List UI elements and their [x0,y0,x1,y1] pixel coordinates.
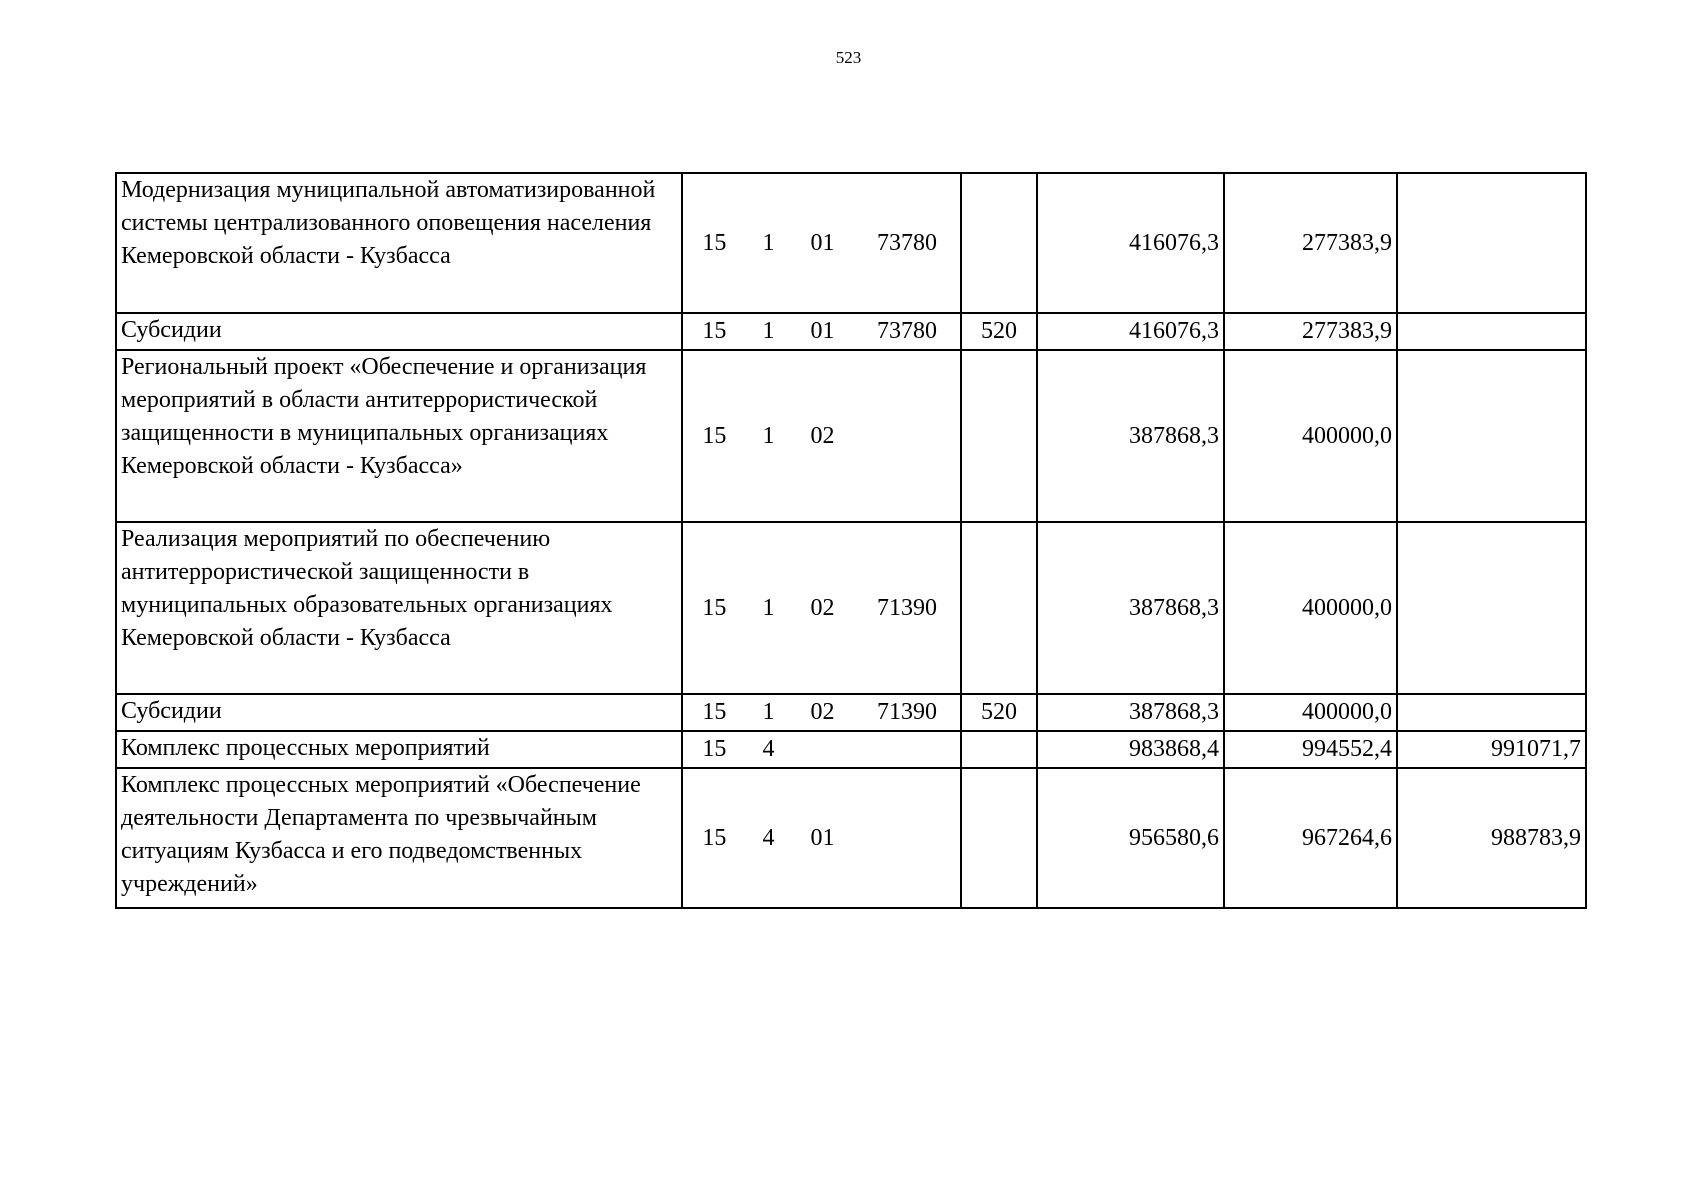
program-code: 15 [702,736,727,762]
direction-code: 73780 [876,318,937,344]
direction-code: 71390 [876,699,937,725]
expense-type-code: 520 [961,313,1037,350]
amount-year-2: 277383,9 [1224,173,1397,313]
code-cell [682,694,961,731]
amount-year-3: 988783,9 [1397,768,1586,908]
item-name: Комплекс процессных мероприятий [116,731,682,768]
expense-type-code [961,173,1037,313]
item-name: Комплекс процессных мероприятий «Обеспечение деятельности Департамента по чрезвычайным ситуациям Кузбасса и его подведомственных учреждений» [116,768,682,908]
code-cell [682,313,961,350]
group-code: 02 [810,422,835,449]
program-code: 15 [702,318,727,344]
page-number: 523 [835,48,862,67]
amount-year-2: 277383,9 [1224,313,1397,350]
subprogram-code: 1 [762,594,775,621]
code-cell [682,350,961,522]
subprogram-code: 1 [762,229,775,256]
amount-year-2: 400000,0 [1224,522,1397,694]
expense-type-code: 520 [961,694,1037,731]
subprogram-code: 1 [762,699,775,725]
amount-year-2: 400000,0 [1224,694,1397,731]
expense-type-code [961,522,1037,694]
code-cell [682,173,961,313]
item-name: Субсидии [116,694,682,731]
amount-year-1: 387868,3 [1037,522,1224,694]
expense-type-code [961,731,1037,768]
subprogram-code: 4 [762,736,775,762]
amount-year-1: 956580,6 [1037,768,1224,908]
item-name: Реализация мероприятий по обеспечению антитеррористической защищенности в муниципальных образовательных организациях Кемеровской области - Кузбасса [116,522,682,694]
amount-year-3 [1397,350,1586,522]
expense-type-code [961,350,1037,522]
program-code: 15 [702,422,727,449]
amount-year-1: 387868,3 [1037,694,1224,731]
amount-year-1: 387868,3 [1037,350,1224,522]
table-row [116,313,1586,350]
table-row [116,768,1586,908]
amount-year-3 [1397,694,1586,731]
item-name: Модернизация муниципальной автоматизированной системы централизованного оповещения населения Кемеровской области - Кузбасса [116,173,682,313]
table-row [116,731,1586,768]
amount-year-2: 967264,6 [1224,768,1397,908]
amount-year-2: 994552,4 [1224,731,1397,768]
item-name: Региональный проект «Обеспечение и организация мероприятий в области антитеррористической защищенности в муниципальных организациях Кемеровской области - Кузбасса» [116,350,682,522]
program-code: 15 [702,594,727,621]
group-code: 01 [810,824,835,851]
amount-year-3: 991071,7 [1397,731,1586,768]
subprogram-code: 1 [762,318,775,344]
code-cell [682,768,961,908]
code-cell [682,731,961,768]
amount-year-2: 400000,0 [1224,350,1397,522]
subprogram-code: 1 [762,422,775,449]
code-cell [682,522,961,694]
program-code: 15 [702,229,727,256]
table-row [116,522,1586,694]
amount-year-1: 983868,4 [1037,731,1224,768]
program-code: 15 [702,824,727,851]
group-code: 01 [810,229,835,256]
table-row [116,694,1586,731]
group-code: 02 [810,699,835,725]
program-code: 15 [702,699,727,725]
amount-year-3 [1397,173,1586,313]
table-row [116,350,1586,522]
amount-year-1: 416076,3 [1037,313,1224,350]
amount-year-3 [1397,522,1586,694]
table-row [116,173,1586,313]
group-code: 01 [810,318,835,344]
amount-year-3 [1397,313,1586,350]
expense-type-code [961,768,1037,908]
amount-year-1: 416076,3 [1037,173,1224,313]
subprogram-code: 4 [762,824,775,851]
item-name: Субсидии [116,313,682,350]
direction-code: 73780 [876,229,937,256]
group-code: 02 [810,594,835,621]
direction-code: 71390 [876,594,937,621]
budget-table [115,172,1587,909]
